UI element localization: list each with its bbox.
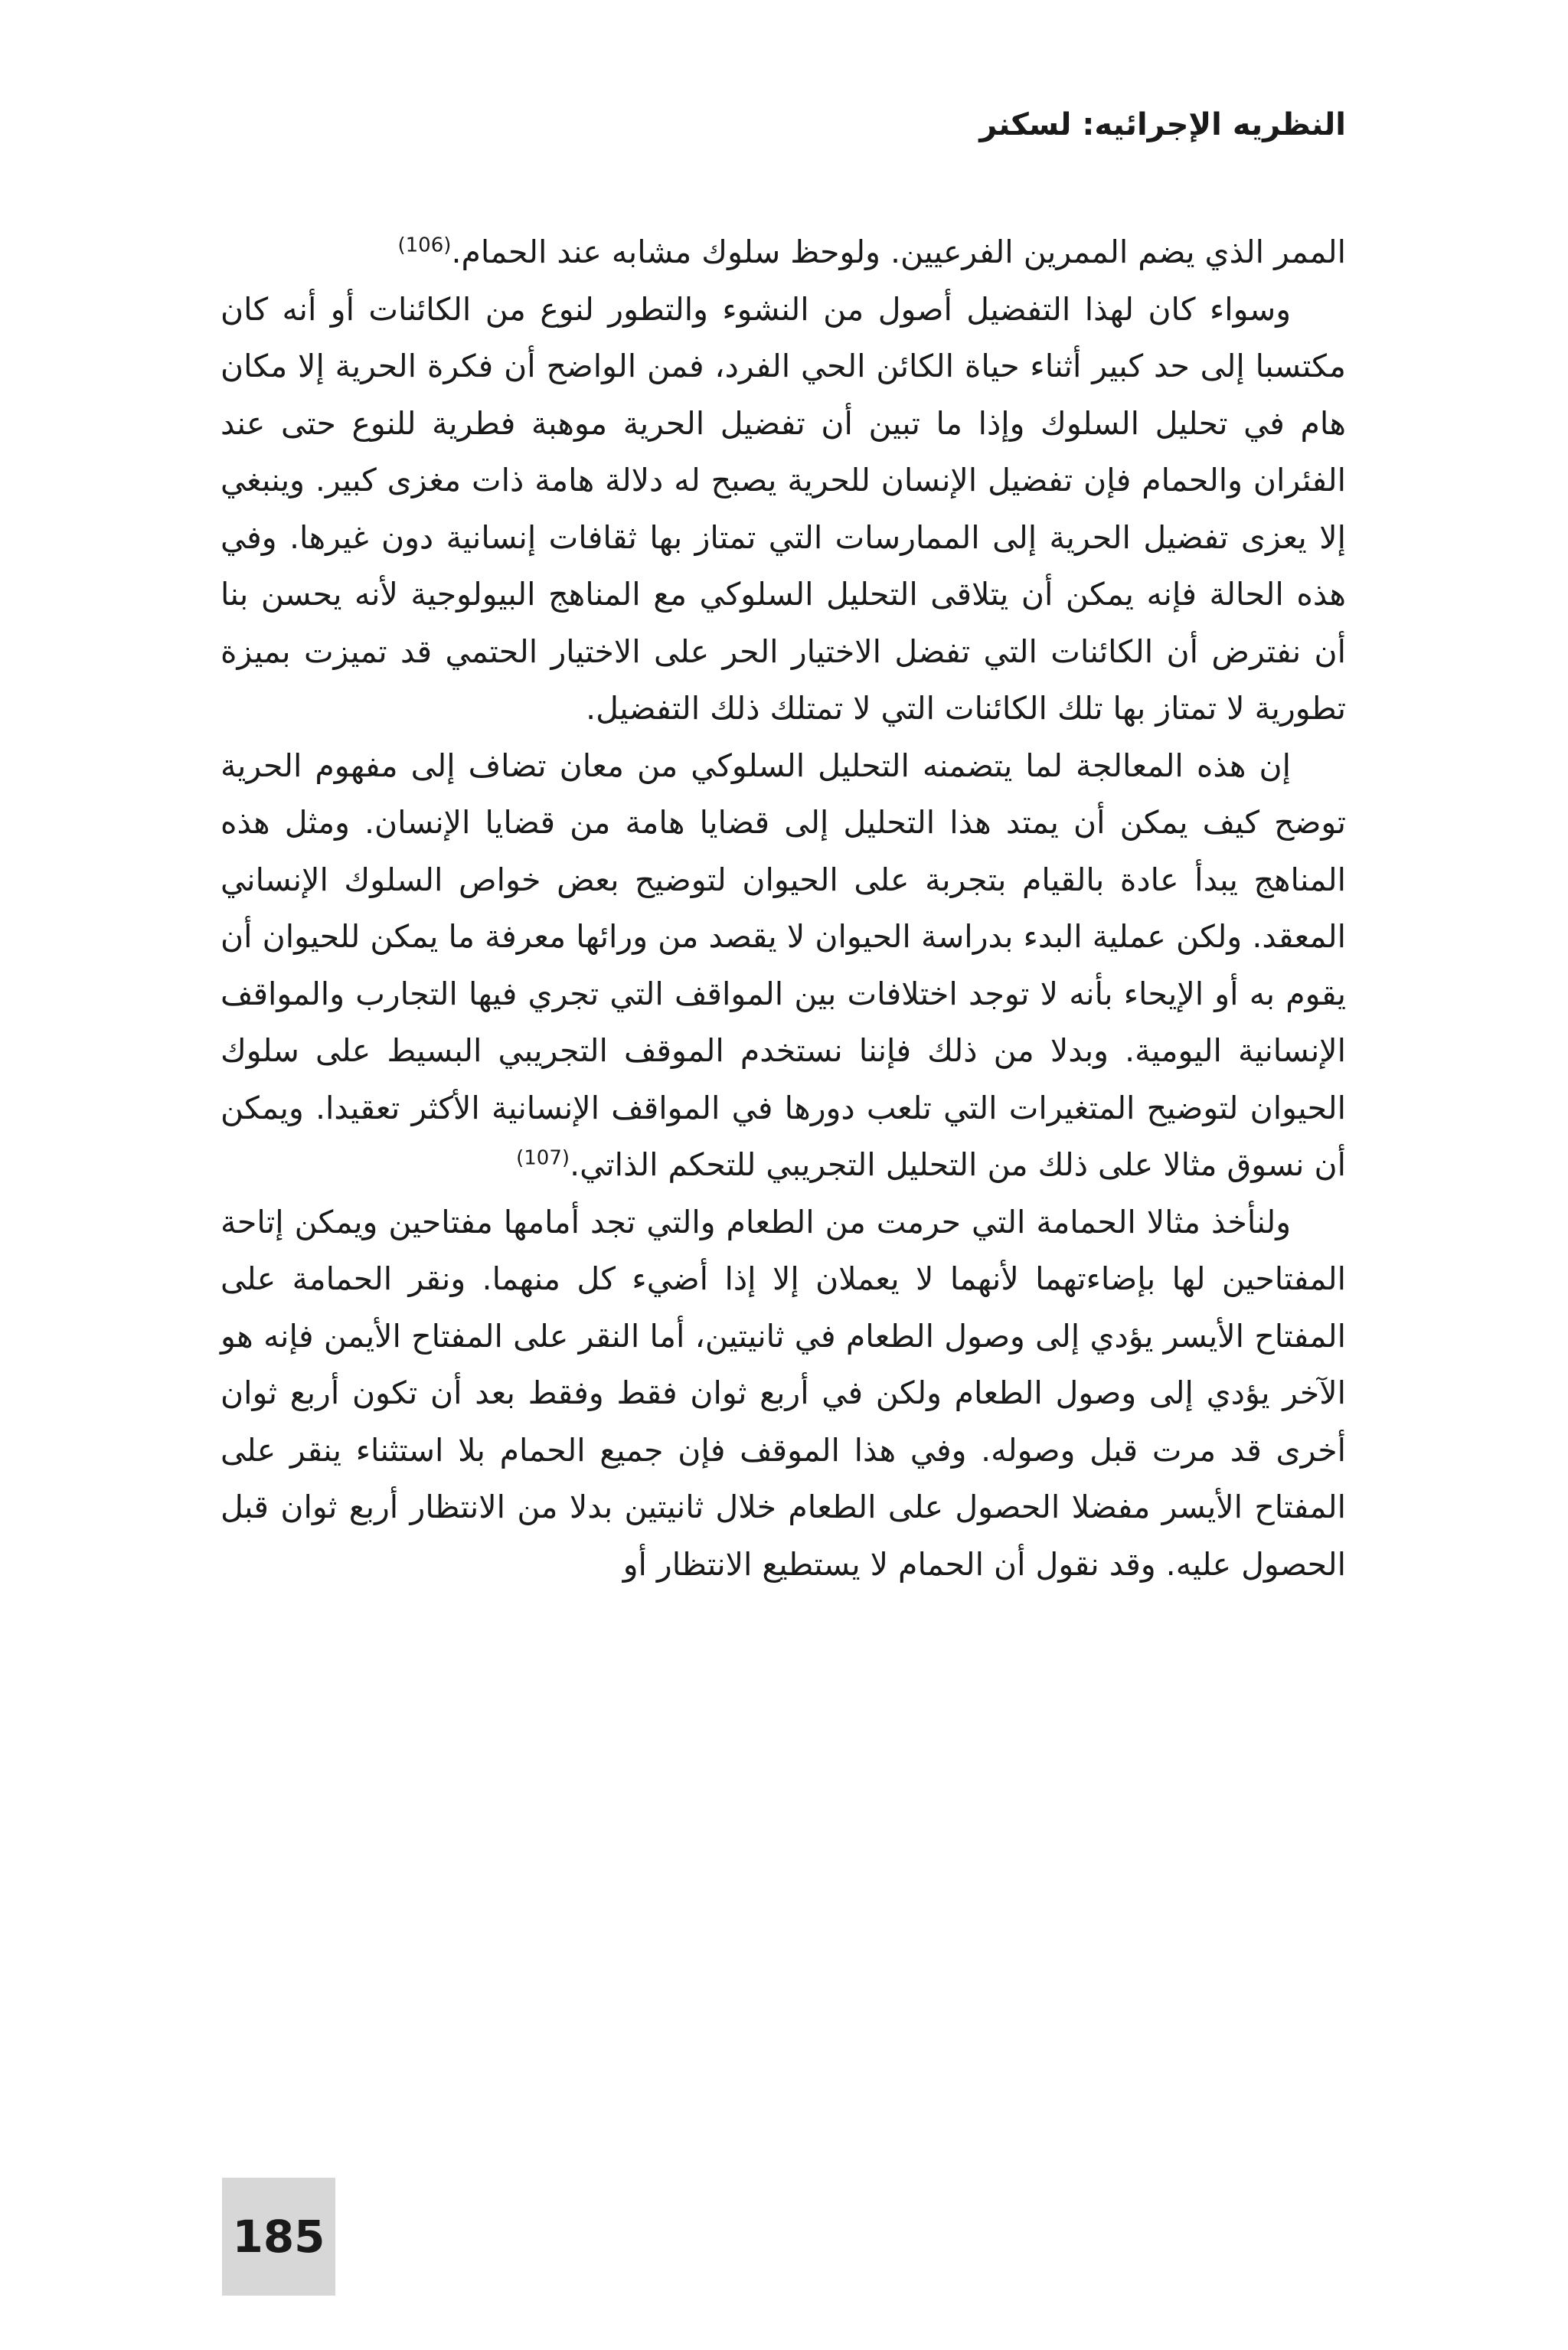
page-number-box [222, 2178, 335, 2296]
footnote-ref-107: (107) [516, 1146, 570, 1170]
paragraph-3 [220, 737, 1346, 1194]
paragraph-1-text: الممر الذي يضم الممرين الفرعيين. ولوحظ سلوك مشابه عند الحمام. [451, 234, 1346, 270]
paragraph-1 [220, 224, 1346, 281]
running-header: النظريه الإجرائيه: لسكنر [979, 107, 1346, 142]
paragraph-3-text: إن هذه المعالجة لما يتضمنه التحليل السلوكي من معان تضاف إلى مفهوم الحرية توضح كيف يمكن أن يمتد هذا التحليل إلى قضايا هامة من قضايا الإنسان. ومثل هذه المناهج يبدأ عادة بالقيام بتجربة على الحيوان لتوضيح بعض خواص السلوك الإنساني المعقد. ولكن عملية البدء بدراسة الحيوان لا يقصد من ورائها معرفة ما يمكن للحيوان أن يقوم به أو الإيحاء بأنه لا توجد اختلافات بين المواقف التي تجري فيها التجارب والمواقف الإنسانية اليومية. وبدلا من ذلك فإننا نستخدم الموقف التجريبي البسيط على سلوك الحيوان لتوضيح المتغيرات التي تلعب دورها في المواقف الإنسانية الأكثر تعقيدا. ويمكن أن نسوق مثالا على ذلك من التحليل التجريبي للتحكم الذاتي. [220, 747, 1346, 1183]
footnote-ref-106: (106) [397, 234, 452, 257]
body-text [220, 224, 1346, 1593]
page-number: 185 [232, 2211, 325, 2263]
paragraph-4: ولنأخذ مثالا الحمامة التي حرمت من الطعام والتي تجد أمامها مفتاحين ويمكن إتاحة المفتاحين لها بإضاءتهما لأنهما لا يعملان إلا إذا أضيء كل منهما. ونقر الحمامة على المفتاح الأيسر يؤدي إلى وصول الطعام في ثانيتين، أما النقر على المفتاح الأيمن فإنه هو الآخر يؤدي إلى وصول الطعام ولكن في أربع ثوان فقط وفقط بعد أن تكون أربع ثوان أخرى قد مرت قبل وصوله. وفي هذا الموقف فإن جميع الحمام بلا استثناء ينقر على المفتاح الأيسر مفضلا الحصول على الطعام خلال ثانيتين بدلا من الانتظار أربع ثوان قبل الحصول عليه. وقد نقول أن الحمام لا يستطيع الانتظار أو [220, 1203, 1346, 1583]
paragraph-2: وسواء كان لهذا التفضيل أصول من النشوء والتطور لنوع من الكائنات أو أنه كان مكتسبا إلى حد كبير أثناء حياة الكائن الحي الفرد، فمن الواضح أن فكرة الحرية إلا مكان هام في تحليل السلوك وإذا ما تبين أن تفضيل الحرية موهبة فطرية للنوع حتى عند الفئران والحمام فإن تفضيل الإنسان للحرية يصبح له دلالة هامة ذات مغزى كبير. وينبغي إلا يعزى تفضيل الحرية إلى الممارسات التي تمتاز بها ثقافات إنسانية دون غيرها. وفي هذه الحالة فإنه يمكن أن يتلاقى التحليل السلوكي مع المناهج البيولوجية لأنه يحسن بنا أن نفترض أن الكائنات التي تفضل الاختيار الحر على الاختيار الحتمي قد تميزت بميزة تطورية لا تمتاز بها تلك الكائنات التي لا تمتلك ذلك التفضيل. [220, 290, 1346, 727]
